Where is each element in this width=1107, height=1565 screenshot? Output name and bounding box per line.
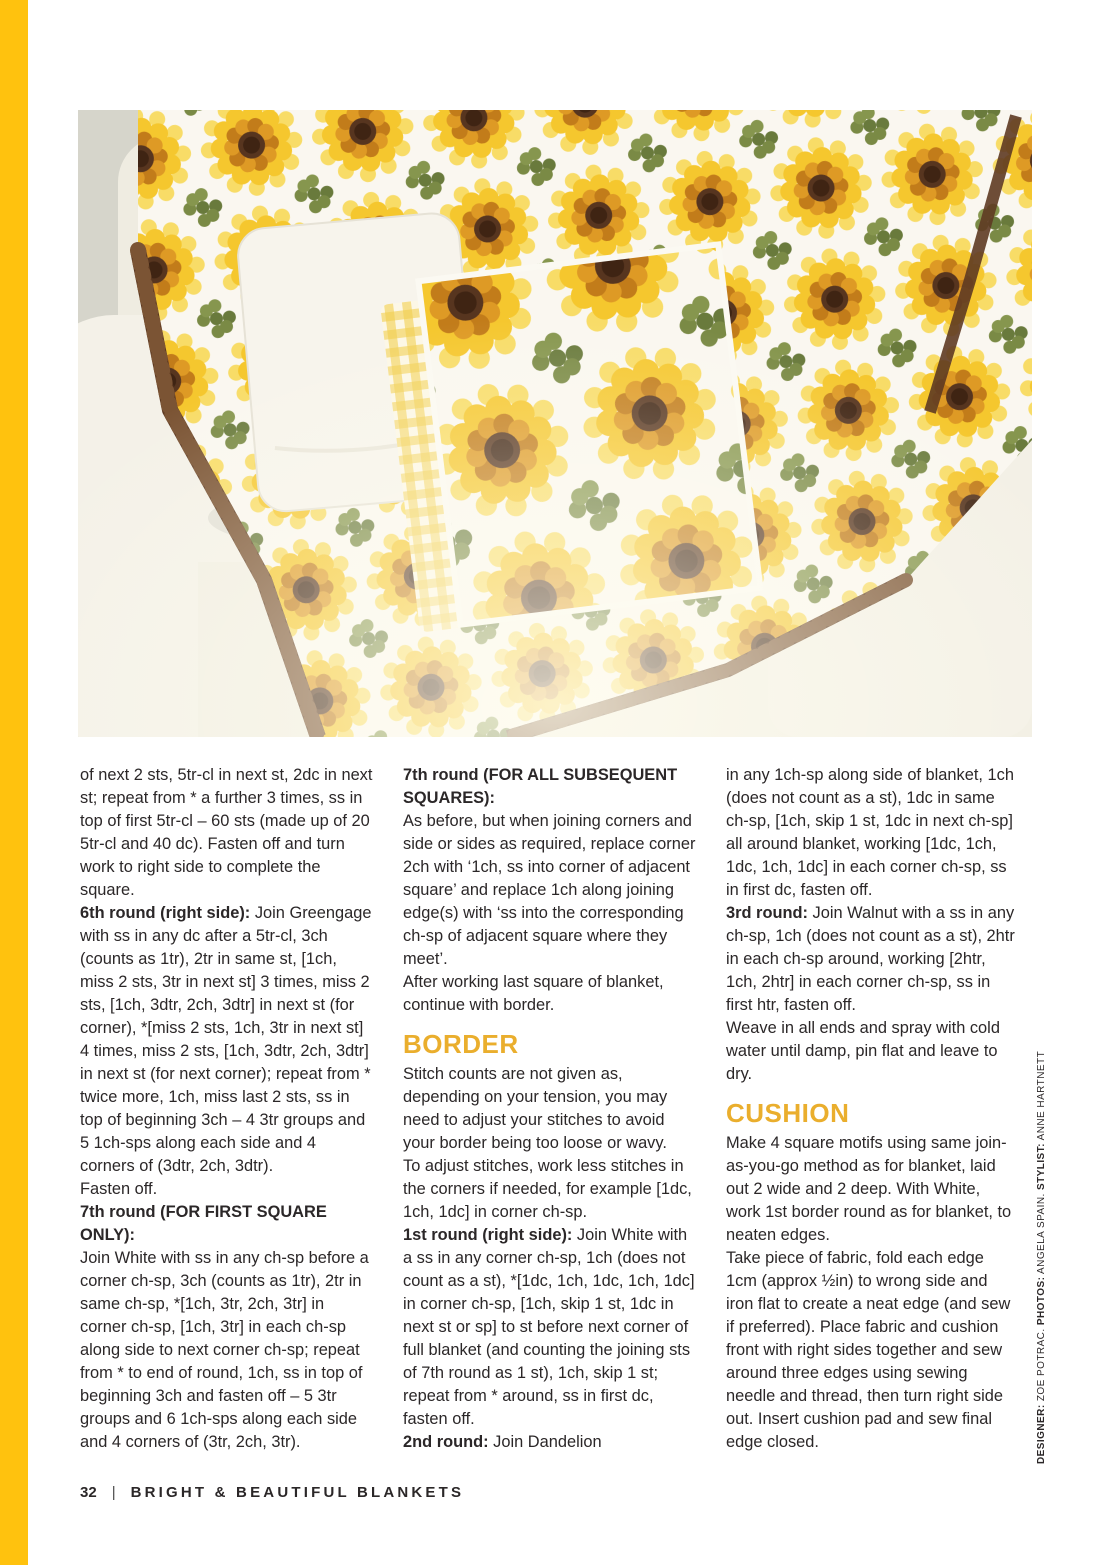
instruction-columns bbox=[80, 764, 1021, 1454]
bold-run: 1st round (right side): bbox=[403, 1226, 573, 1244]
text-run: Fasten off. bbox=[80, 1180, 158, 1198]
page-number: 32 bbox=[80, 1484, 97, 1501]
text-run: Weave in all ends and spray with cold water until damp, pin flat and leave to dry. bbox=[726, 1019, 1000, 1083]
footer-separator: | bbox=[111, 1484, 116, 1501]
bold-run: DESIGNER: bbox=[1036, 1404, 1047, 1464]
paragraph bbox=[403, 1224, 696, 1431]
paragraph bbox=[726, 1132, 1019, 1247]
text-run: Take piece of fabric, fold each edge 1cm (approx ½in) to wrong side and iron flat to create a neat edge (and sew if preferred). Place fabric and cushion front with right sides together and sew around three edges using sewing needle and thread, then turn right side out. Insert cushion pad and sew final edge closed. bbox=[726, 1249, 1011, 1451]
text-run: Join Greengage with ss in any dc after a 5tr-cl, 3ch (counts as 1tr), 2tr in same st, [1ch, miss 2 sts, 3tr in next st] 3 times, miss 2 sts, [1ch, 3dtr, 2ch, 3dtr] in next st (for corner), *[miss 2 sts, 1ch, 3tr in next st] 4 times, miss 2 sts, [1ch, 3dtr, 2ch, 3dtr] in next st (for next corner); repeat from * twice more, 1ch, miss last 2 sts, ss in top of beginning 3ch – 4 3tr groups and 5 1ch-sps along each side and 4 corners of (3dtr, 2ch, 3dtr). bbox=[80, 904, 372, 1175]
section-heading: CUSHION bbox=[726, 1098, 850, 1128]
paragraph bbox=[403, 764, 696, 971]
paragraph bbox=[403, 1431, 696, 1454]
text-run: Make 4 square motifs using same join-as-you-go method as for blanket, laid out 2 wide and 2 deep. With White, work 1st border round as for blanket, to neaten edges. bbox=[726, 1134, 1012, 1244]
text-run: After working last square of blanket, continue with border. bbox=[403, 973, 664, 1014]
paragraph bbox=[726, 1247, 1019, 1454]
paragraph bbox=[726, 1017, 1019, 1086]
text-column-3 bbox=[726, 764, 1019, 1454]
section-heading: BORDER bbox=[403, 1029, 519, 1059]
text-run: ANGELA SPAIN. bbox=[1036, 1190, 1047, 1277]
text-run: Join Dandelion bbox=[488, 1433, 602, 1451]
paragraph bbox=[80, 764, 373, 902]
footer-title: BRIGHT & BEAUTIFUL BLANKETS bbox=[130, 1484, 465, 1501]
text-run: ANNE HARTNETT bbox=[1036, 1050, 1047, 1144]
page-footer bbox=[80, 1484, 464, 1501]
text-run: Join White with ss in any ch-sp before a corner ch-sp, 3ch (counts as 1tr), 2tr in same ch-sp, *[1ch, 3tr, 2ch, 3tr] in corner ch-sp, [1ch, 3tr] in each ch-sp along side to next corner ch-sp; repeat from * to end of round, 1ch, ss in top of beginning 3ch and fasten off – 5 3tr groups and 6 1ch-sps along each side and 4 corners of (3tr, 2ch, 3tr). bbox=[80, 1249, 369, 1451]
text-run: To adjust stitches, work less stitches in the corners if needed, for example [1dc, 1ch, 1dc] in corner ch-sp. bbox=[403, 1157, 692, 1221]
text-run: Stitch counts are not given as, depending on your tension, you may need to adjust your stitches to avoid your border being too loose or wavy. bbox=[403, 1065, 668, 1152]
text-column-1 bbox=[80, 764, 373, 1454]
credits-sidebar bbox=[1036, 1050, 1052, 1464]
text-run: of next 2 sts, 5tr-cl in next st, 2dc in next st; repeat from * a further 3 times, ss in top of first 5tr-cl – 60 sts (made up of 20 5tr-cl and 40 dc). Fasten off and turn work to right side to complete the square. bbox=[80, 766, 373, 899]
paragraph bbox=[726, 902, 1019, 1017]
text-column-2 bbox=[403, 764, 696, 1454]
accent-bar bbox=[0, 0, 28, 1565]
hero-photo bbox=[78, 110, 1032, 737]
bold-run: 6th round (right side): bbox=[80, 904, 251, 922]
text-run: ZOE POTRAC. bbox=[1036, 1325, 1047, 1405]
bold-run: PHOTOS: bbox=[1036, 1276, 1047, 1326]
paragraph bbox=[403, 971, 696, 1017]
text-run: in any 1ch-sp along side of blanket, 1ch (does not count as a st), 1dc in same ch-sp, [1ch, skip 1 st, 1dc in next ch-sp] all around blanket, working [1dc, 1ch, 1dc, 1ch, 1dc] in each corner ch-sp, ss in first dc, fasten off. bbox=[726, 766, 1014, 899]
paragraph bbox=[80, 1201, 373, 1454]
paragraph bbox=[726, 764, 1019, 902]
text-run: As before, but when joining corners and side or sides as required, replace corner 2ch with ‘1ch, ss into corner of adjacent square’ and replace 1ch along joining edge(s) with ‘ss into the corresponding ch-sp of adjacent square where they meet’. bbox=[403, 812, 696, 968]
paragraph bbox=[403, 1155, 696, 1224]
bold-run: 3rd round: bbox=[726, 904, 808, 922]
bold-run: 2nd round: bbox=[403, 1433, 489, 1451]
sunflower-blanket-photo-illustration bbox=[78, 110, 1032, 737]
paragraph bbox=[80, 1178, 373, 1201]
paragraph bbox=[80, 902, 373, 1178]
bold-run: 7th round (FOR FIRST SQUARE ONLY): bbox=[80, 1203, 327, 1244]
bold-run: 7th round (FOR ALL SUBSEQUENT SQUARES): bbox=[403, 766, 678, 807]
paragraph bbox=[403, 1063, 696, 1155]
text-run: Join Walnut with a ss in any ch-sp, 1ch (does not count as a st), 2htr in each ch-sp around, working [2htr, 1ch, 2htr] in each corner ch-sp, ss in first htr, fasten off. bbox=[726, 904, 1015, 1014]
bold-run: STYLIST: bbox=[1036, 1143, 1047, 1191]
text-run: Join White with a ss in any corner ch-sp, 1ch (does not count as a st), *[1dc, 1ch, 1dc, 1ch, 1dc] in corner ch-sp, [1ch, skip 1 st, 1dc in next st or sp] to st before next corner of full blanket (and counting the joining sts of 7th round as 1 st), 1ch, skip 1 st; repeat from * around, ss in first dc, fasten off. bbox=[403, 1226, 695, 1428]
